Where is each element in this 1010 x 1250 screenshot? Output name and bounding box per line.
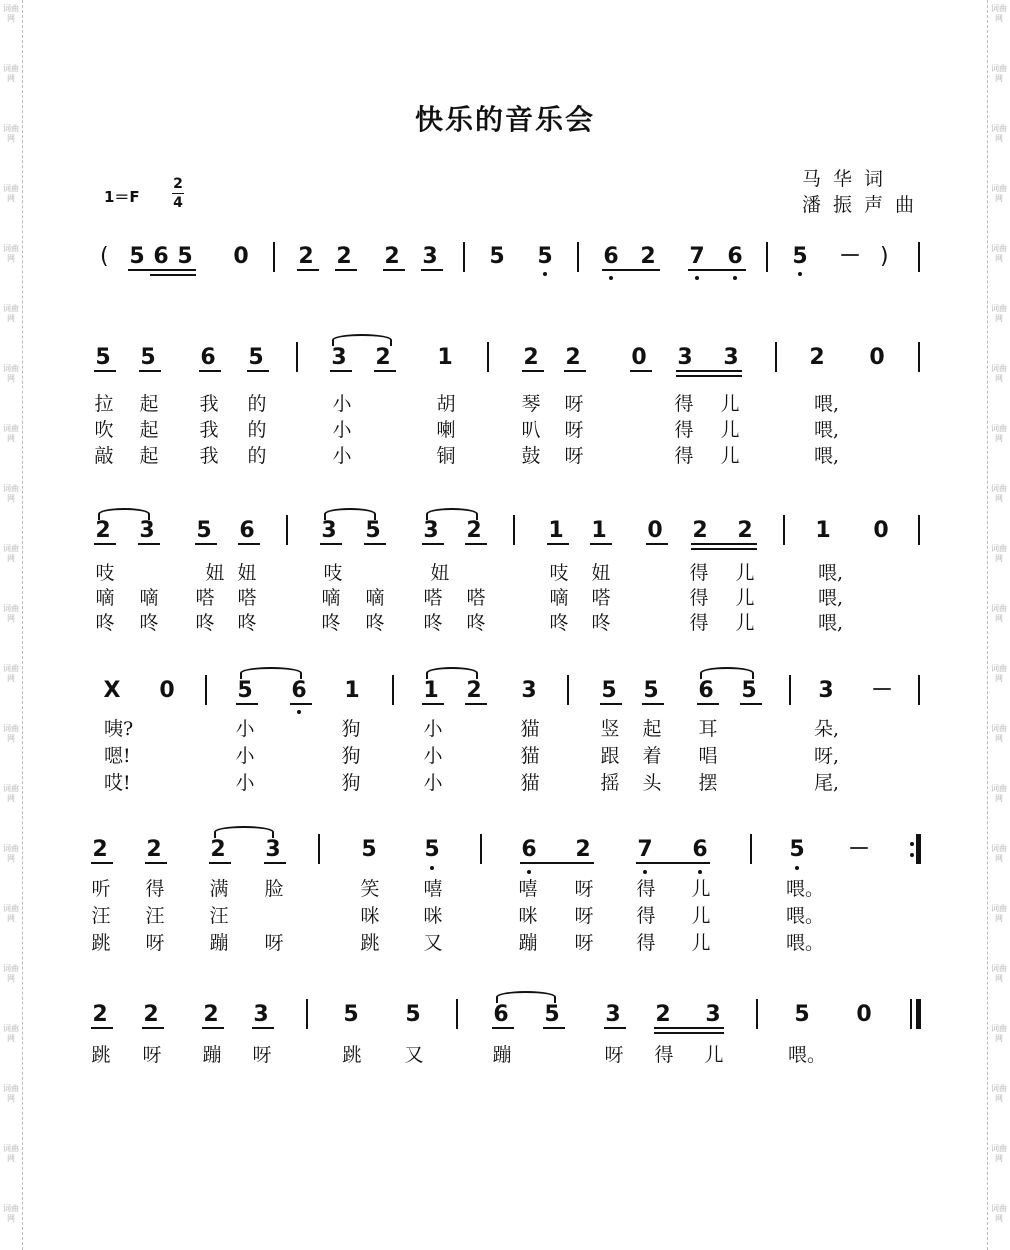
lyric: 狗 — [341, 745, 361, 767]
note: 5 — [365, 518, 381, 543]
watermark-text: 词曲网 — [3, 844, 19, 863]
lyric: 小 — [332, 393, 352, 415]
watermark-text: 词曲网 — [3, 364, 19, 383]
note: 1 — [437, 345, 453, 370]
lyric: 得 — [674, 419, 694, 441]
note: 2 — [146, 837, 162, 862]
note: 2 — [336, 244, 352, 269]
lyric: 嘀 — [549, 587, 569, 609]
lyric: 小 — [235, 745, 255, 767]
note: 5 — [601, 678, 617, 703]
composer-credit: 潘振声曲 — [802, 194, 927, 216]
lyric: 得 — [689, 587, 709, 609]
lyric: 鼓 — [521, 445, 541, 467]
lyric: 蹦 — [492, 1044, 512, 1066]
lyric: 猫 — [520, 718, 540, 740]
lyric: 拉 — [94, 393, 114, 415]
lyric: 琴 — [521, 393, 541, 415]
note: 2 — [466, 678, 482, 703]
note: 5 — [129, 244, 145, 269]
note: 2 — [737, 518, 753, 543]
lyric: 咚 — [549, 612, 569, 634]
note: 3 — [321, 518, 337, 543]
note: 5 — [489, 244, 505, 269]
lyric: 嘀 — [95, 587, 115, 609]
lyric: 朵, — [814, 718, 840, 740]
note: 5 — [789, 837, 805, 862]
lyric: 着 — [642, 745, 662, 767]
note: 2 — [143, 1002, 159, 1027]
watermark-text: 词曲网 — [991, 304, 1007, 323]
note: 3 — [521, 678, 537, 703]
lyric: 咚 — [237, 612, 257, 634]
lyric: 妞 — [430, 562, 450, 584]
note: 6 — [153, 244, 169, 269]
note: 6 — [603, 244, 619, 269]
lyric: 小 — [332, 419, 352, 441]
note: 0 — [869, 345, 885, 370]
lyric: 小 — [423, 718, 443, 740]
meter-bottom: 4 — [173, 195, 183, 211]
lyric: 咪 — [423, 905, 443, 927]
lyric: 汪 — [145, 905, 165, 927]
lyric: 妞 — [237, 562, 257, 584]
note: 3 — [723, 345, 739, 370]
lyric: 又 — [423, 932, 443, 954]
right-margin-watermark-strip — [987, 0, 1010, 1250]
lyric: 儿 — [720, 445, 740, 467]
lyric: 咚 — [321, 612, 341, 634]
lyric: 吱 — [95, 562, 115, 584]
lyric: 的 — [247, 445, 267, 467]
lyric: 的 — [247, 393, 267, 415]
note: 6 — [692, 837, 708, 862]
lyric: 咚 — [423, 612, 443, 634]
note: 2 — [565, 345, 581, 370]
lyric: 喂。 — [786, 932, 825, 954]
song-title: 快乐的音乐会 — [414, 103, 595, 136]
lyric: 儿 — [735, 562, 755, 584]
note: 5 — [237, 678, 253, 703]
note: 5 — [537, 244, 553, 269]
close-paren: ) — [880, 244, 889, 269]
note: 2 — [203, 1002, 219, 1027]
note: 5 — [248, 345, 264, 370]
lyric: 我 — [199, 445, 219, 467]
lyric: 小 — [235, 718, 255, 740]
lyric: 嗒 — [423, 587, 443, 609]
watermark-text: 词曲网 — [991, 124, 1007, 143]
note: 2 — [809, 345, 825, 370]
lyric: 嘀 — [139, 587, 159, 609]
lyric: 得 — [674, 393, 694, 415]
lyric: 嘻 — [423, 878, 443, 900]
lyric: 蹦 — [518, 932, 538, 954]
note: 2 — [298, 244, 314, 269]
lyric: 我 — [199, 393, 219, 415]
watermark-text: 词曲网 — [991, 904, 1007, 923]
watermark-text: 词曲网 — [991, 544, 1007, 563]
watermark-text: 词曲网 — [991, 364, 1007, 383]
lyric: 竖 — [600, 718, 620, 740]
note: 2 — [92, 837, 108, 862]
lyric: 起 — [139, 445, 159, 467]
watermark-text: 词曲网 — [991, 64, 1007, 83]
lyric: 儿 — [735, 612, 755, 634]
lyric: 吹 — [94, 419, 114, 441]
watermark-text: 词曲网 — [991, 1144, 1007, 1163]
lyric: 狗 — [341, 772, 361, 794]
lyric: 呀 — [264, 932, 284, 954]
lyric: 咚 — [139, 612, 159, 634]
note: 5 — [361, 837, 377, 862]
lyric: 得 — [145, 878, 165, 900]
lyric: 妞 — [205, 562, 225, 584]
lyric: 的 — [247, 419, 267, 441]
lyric: 得 — [636, 932, 656, 954]
note: 0 — [856, 1002, 872, 1027]
meter-top: 2 — [173, 176, 183, 192]
lyric: 儿 — [691, 932, 711, 954]
watermark-text: 词曲网 — [3, 244, 19, 263]
note: 2 — [384, 244, 400, 269]
lyric: 呀 — [574, 932, 594, 954]
lyric: 脸 — [264, 878, 284, 900]
lyric: 跳 — [91, 932, 111, 954]
lyric: 嗒 — [466, 587, 486, 609]
watermark-text: 词曲网 — [991, 1084, 1007, 1103]
lyric: 嘀 — [321, 587, 341, 609]
note: X — [103, 678, 121, 703]
lyric: 汪 — [209, 905, 229, 927]
lyric: 小 — [235, 772, 255, 794]
lyric: 咚 — [195, 612, 215, 634]
lyric: 儿 — [691, 878, 711, 900]
lyric: 又 — [404, 1044, 424, 1066]
note: 5 — [177, 244, 193, 269]
lyric: 呀 — [574, 878, 594, 900]
note: 0 — [159, 678, 175, 703]
note: 2 — [210, 837, 226, 862]
note: 6 — [493, 1002, 509, 1027]
lyric: 咚 — [95, 612, 115, 634]
note: 5 — [643, 678, 659, 703]
lyric: 吱 — [323, 562, 343, 584]
watermark-text: 词曲网 — [3, 1144, 19, 1163]
lyric: 摇 — [600, 772, 620, 794]
note: － — [871, 678, 894, 703]
lyric: 跳 — [360, 932, 380, 954]
watermark-text: 词曲网 — [991, 844, 1007, 863]
note: 3 — [331, 345, 347, 370]
watermark-text: 词曲网 — [991, 184, 1007, 203]
lyric: 咚 — [365, 612, 385, 634]
watermark-text: 词曲网 — [3, 64, 19, 83]
note: 0 — [233, 244, 249, 269]
note: 3 — [422, 244, 438, 269]
note: 3 — [265, 837, 281, 862]
lyric: 喂。 — [786, 878, 825, 900]
lyric: 咦? — [104, 718, 134, 740]
note: 5 — [140, 345, 156, 370]
lyric: 呀 — [145, 932, 165, 954]
lyric: 敲 — [94, 445, 114, 467]
watermark-text: 词曲网 — [3, 124, 19, 143]
note: 0 — [647, 518, 663, 543]
lyric: 跳 — [91, 1044, 111, 1066]
lyric: 跳 — [342, 1044, 362, 1066]
watermark-text: 词曲网 — [991, 664, 1007, 683]
lyric: 叭 — [521, 419, 541, 441]
lyric: 起 — [642, 718, 662, 740]
lyric: 喂, — [814, 445, 840, 467]
note: 5 — [741, 678, 757, 703]
note: 5 — [544, 1002, 560, 1027]
lyric: 笑 — [360, 878, 380, 900]
watermark-text: 词曲网 — [991, 964, 1007, 983]
left-margin-watermark-strip — [0, 0, 23, 1250]
note: 3 — [423, 518, 439, 543]
watermark-text: 词曲网 — [3, 424, 19, 443]
lyric: 得 — [636, 905, 656, 927]
watermark-text: 词曲网 — [3, 724, 19, 743]
note: 2 — [375, 345, 391, 370]
note: 2 — [523, 345, 539, 370]
lyric: 铜 — [436, 445, 456, 467]
watermark-text: 词曲网 — [3, 1024, 19, 1043]
lyric: 胡 — [436, 393, 456, 415]
lyric: 唱 — [698, 745, 718, 767]
lyric: 哎! — [104, 772, 131, 794]
note: 3 — [818, 678, 834, 703]
note: 7 — [637, 837, 653, 862]
lyric: 咚 — [466, 612, 486, 634]
lyric: 呀, — [814, 745, 840, 767]
note: 2 — [575, 837, 591, 862]
lyric: 呀 — [604, 1044, 624, 1066]
lyric: 我 — [199, 419, 219, 441]
note: 6 — [727, 244, 743, 269]
note: 5 — [792, 244, 808, 269]
watermark-text: 词曲网 — [3, 904, 19, 923]
lyric: 喂, — [814, 393, 840, 415]
lyric: 喂。 — [788, 1044, 827, 1066]
watermark-text: 词曲网 — [3, 964, 19, 983]
watermark-text: 词曲网 — [991, 244, 1007, 263]
watermark-text: 词曲网 — [3, 1084, 19, 1103]
note: 5 — [794, 1002, 810, 1027]
lyric: 得 — [689, 562, 709, 584]
watermark-text: 词曲网 — [991, 4, 1007, 23]
watermark-text: 词曲网 — [991, 1204, 1007, 1223]
note: 1 — [548, 518, 564, 543]
lyric: 头 — [642, 772, 662, 794]
lyric: 猫 — [520, 772, 540, 794]
open-paren: ( — [100, 244, 109, 269]
note: 2 — [655, 1002, 671, 1027]
watermark-text: 词曲网 — [3, 304, 19, 323]
watermark-text: 词曲网 — [3, 484, 19, 503]
lyric: 得 — [654, 1044, 674, 1066]
lyric: 满 — [209, 878, 229, 900]
lyric: 嗯! — [104, 745, 131, 767]
lyric: 妞 — [591, 562, 611, 584]
lyric: 蹦 — [209, 932, 229, 954]
lyric: 尾, — [814, 772, 840, 794]
watermark-text: 词曲网 — [3, 1204, 19, 1223]
lyric: 喂, — [814, 419, 840, 441]
lyric: 呀 — [564, 419, 584, 441]
lyric: 呀 — [252, 1044, 272, 1066]
watermark-text: 词曲网 — [991, 484, 1007, 503]
note: 3 — [677, 345, 693, 370]
note: 3 — [705, 1002, 721, 1027]
note: 6 — [239, 518, 255, 543]
key-signature: 1＝F — [104, 188, 140, 206]
lyric: 小 — [423, 772, 443, 794]
note: 1 — [344, 678, 360, 703]
lyric: 儿 — [720, 393, 740, 415]
lyric: 跟 — [600, 745, 620, 767]
lyric: 咚 — [591, 612, 611, 634]
note: 2 — [95, 518, 111, 543]
watermark-text: 词曲网 — [3, 544, 19, 563]
note: 2 — [92, 1002, 108, 1027]
note: 0 — [873, 518, 889, 543]
note: － — [848, 837, 871, 862]
note: 6 — [698, 678, 714, 703]
note: 5 — [424, 837, 440, 862]
lyric: 狗 — [341, 718, 361, 740]
watermark-text: 词曲网 — [991, 724, 1007, 743]
watermark-text: 词曲网 — [3, 604, 19, 623]
note: 3 — [139, 518, 155, 543]
watermark-text: 词曲网 — [3, 664, 19, 683]
note: 6 — [521, 837, 537, 862]
lyric: 嘻 — [518, 878, 538, 900]
note: 3 — [605, 1002, 621, 1027]
note: 1 — [591, 518, 607, 543]
lyric: 小 — [423, 745, 443, 767]
watermark-text: 词曲网 — [991, 784, 1007, 803]
lyric: 猫 — [520, 745, 540, 767]
lyric: 起 — [139, 419, 159, 441]
lyric: 喂。 — [786, 905, 825, 927]
lyric: 儿 — [720, 419, 740, 441]
watermark-text: 词曲网 — [3, 184, 19, 203]
lyric: 得 — [636, 878, 656, 900]
lyric: 嘀 — [365, 587, 385, 609]
lyric: 听 — [91, 878, 111, 900]
lyric: 喂, — [818, 612, 844, 634]
lyric: 咪 — [360, 905, 380, 927]
time-signature — [170, 176, 186, 211]
note: 6 — [200, 345, 216, 370]
lyric: 蹦 — [202, 1044, 222, 1066]
note: 7 — [689, 244, 705, 269]
lyric: 嗒 — [195, 587, 215, 609]
note: 6 — [291, 678, 307, 703]
lyric: 吱 — [549, 562, 569, 584]
lyric: 呀 — [142, 1044, 162, 1066]
lyric: 儿 — [691, 905, 711, 927]
lyric: 儿 — [735, 587, 755, 609]
watermark-text: 词曲网 — [3, 4, 19, 23]
note: 1 — [423, 678, 439, 703]
lyric: 小 — [332, 445, 352, 467]
note: 2 — [692, 518, 708, 543]
note: － — [839, 244, 862, 269]
lyric: 摆 — [698, 772, 718, 794]
watermark-text: 词曲网 — [3, 784, 19, 803]
watermark-text: 词曲网 — [991, 424, 1007, 443]
note: 5 — [405, 1002, 421, 1027]
lyricist-credit: 马华词 — [802, 168, 896, 190]
lyric: 得 — [674, 445, 694, 467]
lyric: 呀 — [564, 393, 584, 415]
note: 5 — [95, 345, 111, 370]
lyric: 呀 — [564, 445, 584, 467]
note: 2 — [640, 244, 656, 269]
lyric: 得 — [689, 612, 709, 634]
note: 1 — [815, 518, 831, 543]
watermark-text: 词曲网 — [991, 604, 1007, 623]
lyric: 起 — [139, 393, 159, 415]
lyric: 嗒 — [591, 587, 611, 609]
lyric: 儿 — [704, 1044, 724, 1066]
lyric: 喂, — [818, 562, 844, 584]
lyric: 咪 — [518, 905, 538, 927]
lyric: 喇 — [436, 419, 456, 441]
lyric: 耳 — [698, 718, 718, 740]
lyric: 汪 — [91, 905, 111, 927]
note: 2 — [466, 518, 482, 543]
note: 5 — [196, 518, 212, 543]
note: 3 — [253, 1002, 269, 1027]
note: 0 — [631, 345, 647, 370]
watermark-text: 词曲网 — [991, 1024, 1007, 1043]
lyric: 嗒 — [237, 587, 257, 609]
note: 5 — [343, 1002, 359, 1027]
lyric: 喂, — [818, 587, 844, 609]
lyric: 呀 — [574, 905, 594, 927]
